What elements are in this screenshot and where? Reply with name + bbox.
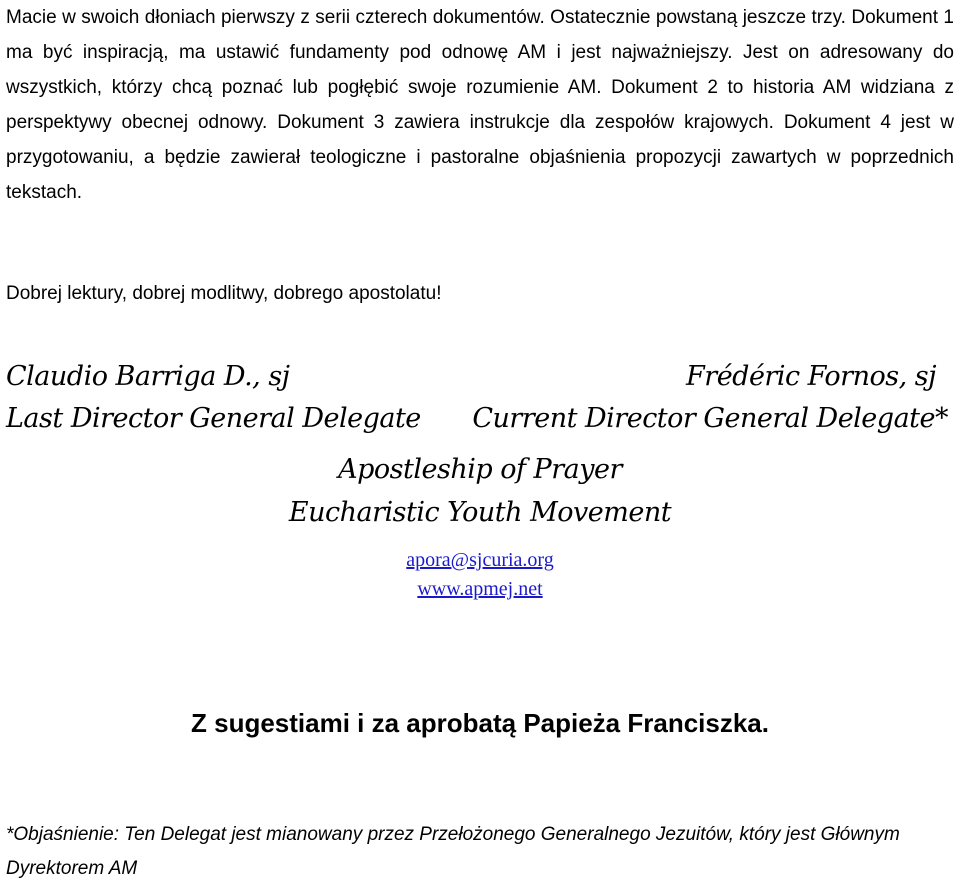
signature-right-name: Frédéric Fornos, sj (686, 361, 936, 392)
intro-paragraph: Macie w swoich dłoniach pierwszy z serii czterech dokumentów. Ostatecznie powstaną jeszcze trzy. Dokument 1 ma być inspiracją, ma ustawić fundamenty pod odnowę AM i jest najważniejszy. Jest on adresowany do wszystkich, którzy chcą poznać lub pogłębić swoje rozumienie AM. Dokument 2 to historia AM widziana z perspektywy obecnej odnowy. Dokument 3 zawiera instrukcje dla zespołów krajowych. Dokument 4 jest w przygotowaniu, a będzie zawierał teologiczne i pastoralne objaśnienia propozycji zawartych w poprzednich tekstach. (6, 7, 954, 203)
signature-left-name: Claudio Barriga D., sj (6, 361, 290, 392)
organization-name: Apostleship of Prayer (338, 454, 622, 485)
website-link[interactable]: www.apmej.net (417, 578, 543, 600)
footnote: *Objaśnienie: Ten Delegat jest mianowany przez Przełożonego Generalnego Jezuitów, który jest Głównym Dyrektorem AM (6, 824, 900, 879)
signature-right-title: Current Director General Delegate* (472, 403, 948, 434)
signature-left-title: Last Director General Delegate (6, 403, 421, 434)
closing-wish: Dobrej lektury, dobrej modlitwy, dobrego apostolatu! (6, 283, 442, 304)
email-link[interactable]: apora@sjcuria.org (406, 549, 554, 571)
approval-statement: Z sugestiami i za aprobatą Papieża Franciszka. (191, 708, 769, 738)
organization-subname: Eucharistic Youth Movement (288, 497, 672, 528)
